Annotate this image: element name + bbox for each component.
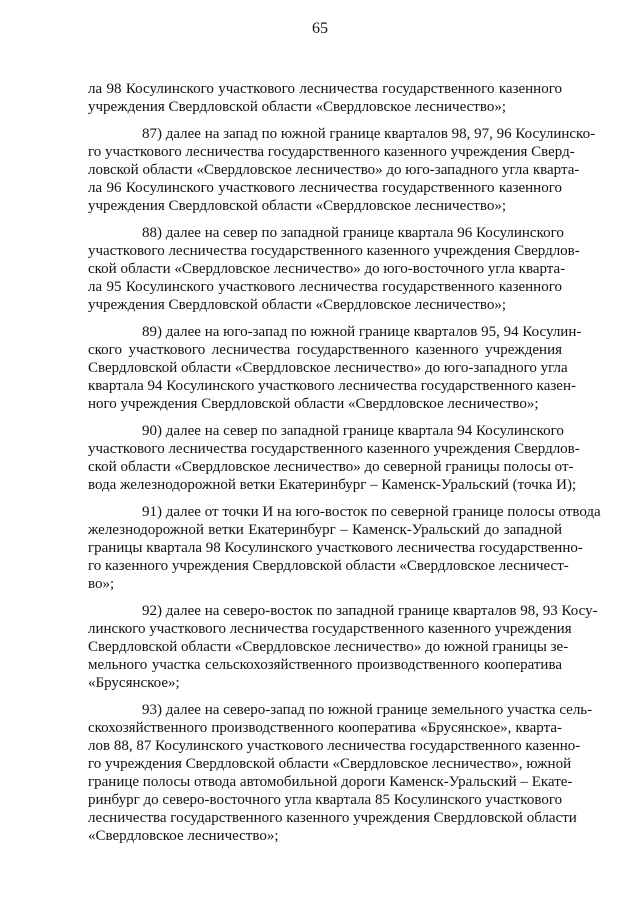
paragraph-line: скохозяйственного производственного кооператива «Брусянское», кварта- (88, 720, 562, 736)
paragraph-line: границы квартала 98 Косулинского участкового лесничества государственно- (88, 540, 583, 556)
paragraph-line: квартала 94 Косулинского участкового лесничества государственного казен- (88, 378, 576, 394)
paragraph-line: участкового лесничества государственного казенного учреждения Свердлов- (88, 441, 580, 457)
paragraph-line: участкового лесничества государственного казенного учреждения Свердлов- (88, 243, 580, 259)
paragraph-line: ла 98 Косулинского участкового лесничества государственного казенного (88, 81, 562, 97)
paragraph-line: Свердловской области «Свердловское лесничество» до южной границы зе- (88, 639, 569, 655)
paragraph-line: учреждения Свердловской области «Свердловское лесничество»; (88, 198, 506, 214)
paragraph-line: «Брусянское»; (88, 675, 180, 691)
paragraph (88, 701, 593, 845)
paragraph-line: ской области «Свердловское лесничество» до юго-восточного угла кварта- (88, 261, 566, 277)
paragraph-line: го участкового лесничества государственного казенного учреждения Сверд- (88, 144, 575, 160)
paragraph-line: 92) далее на северо-восток по западной границе кварталов 98, 93 Косу- (142, 603, 598, 619)
paragraph-line: во»; (88, 576, 115, 592)
paragraph-line: ла 95 Косулинского участкового лесничества государственного казенного (88, 279, 562, 295)
paragraph (88, 125, 596, 215)
paragraph-line: 87) далее на запад по южной границе кварталов 98, 97, 96 Косулинско- (142, 126, 596, 142)
paragraph-line: лов 88, 87 Косулинского участкового лесничества государственного казенно- (88, 738, 581, 754)
paragraph (88, 323, 582, 413)
paragraph-line: ла 96 Косулинского участкового лесничества государственного казенного (88, 180, 562, 196)
paragraph (88, 80, 562, 116)
paragraph-line: ской области «Свердловское лесничество» до северной границы полосы от- (88, 459, 574, 475)
paragraph (88, 503, 601, 593)
paragraph-line: учреждения Свердловской области «Свердловское лесничество»; (88, 99, 506, 115)
paragraph (88, 224, 580, 314)
paragraph-line: лесничества государственного казенного учреждения Свердловской области (88, 810, 577, 826)
paragraph-line: Свердловской области «Свердловское лесничество» до юго-западного угла (88, 360, 568, 376)
paragraph-line: 89) далее на юго-запад по южной границе кварталов 95, 94 Косулин- (142, 324, 582, 340)
paragraph-line: учреждения Свердловской области «Свердловское лесничество»; (88, 297, 506, 313)
paragraph-line: ловской области «Свердловское лесничество» до юго-западного угла кварта- (88, 162, 580, 178)
paragraph-line: границе полосы отвода автомобильной дороги Каменск-Уральский – Екате- (88, 774, 573, 790)
paragraph-line: вода железнодорожной ветки Екатеринбург – Каменск-Уральский (точка И); (88, 477, 577, 493)
paragraph-line: железнодорожной ветки Екатеринбург – Каменск-Уральский до западной (88, 522, 562, 538)
paragraph-line: «Свердловское лесничество»; (88, 828, 279, 844)
paragraph-line: ринбург до северо-восточного угла квартала 85 Косулинского участкового (88, 792, 563, 808)
paragraph-line: 90) далее на север по западной границе квартала 94 Косулинского (142, 423, 564, 439)
paragraph-line: ного учреждения Свердловской области «Свердловское лесничество»; (88, 396, 539, 412)
paragraph-line: линского участкового лесничества государственного казенного учреждения (88, 621, 572, 637)
paragraph-line: ского участкового лесничества государственного казенного учреждения (88, 342, 562, 358)
paragraph-line: го казенного учреждения Свердловской области «Свердловское лесничест- (88, 558, 569, 574)
paragraph (88, 602, 598, 692)
paragraph (88, 422, 580, 494)
paragraph-line: мельного участка сельскохозяйственного производственного кооператива (88, 657, 562, 673)
paragraph-line: 91) далее от точки И на юго-восток по северной границе полосы отвода (142, 504, 601, 520)
paragraph-line: 93) далее на северо-запад по южной границе земельного участка сель- (142, 702, 593, 718)
page-number: 65 (312, 20, 328, 37)
paragraph-line: го учреждения Свердловской области «Свердловское лесничество», южной (88, 756, 572, 772)
document-body (88, 80, 601, 854)
paragraph-line: 88) далее на север по западной границе квартала 96 Косулинского (142, 225, 564, 241)
